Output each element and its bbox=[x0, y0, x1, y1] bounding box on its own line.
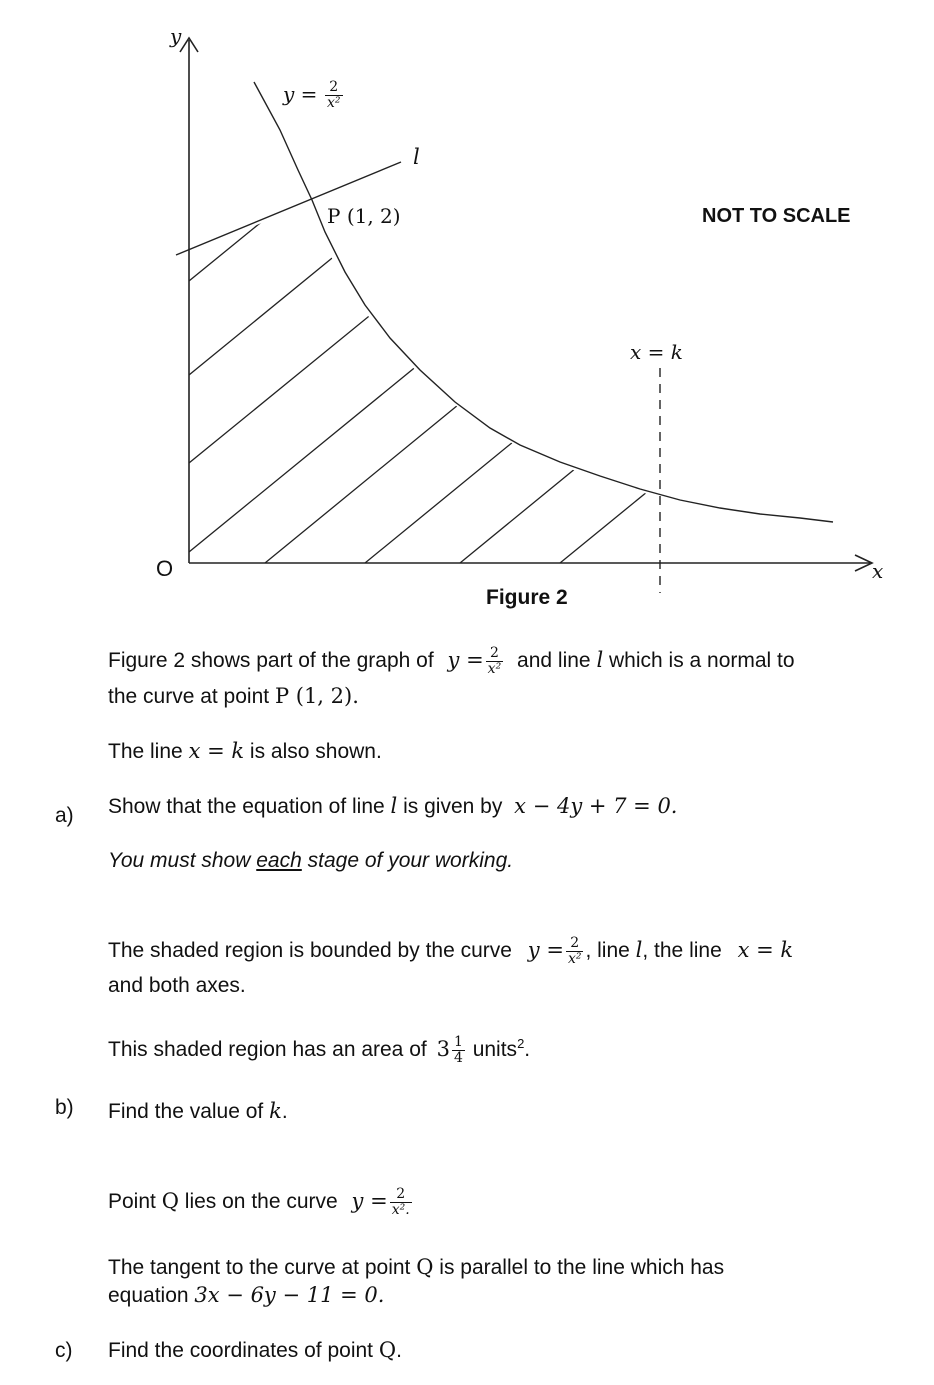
curve bbox=[254, 79, 833, 522]
part-c-marker: c) bbox=[55, 1339, 73, 1362]
intro-line-1: Figure 2 shows part of the graph of y = $\frac{2}{\text{x²}}$ and line l which is a normal to bbox=[108, 645, 795, 677]
origin-label: O bbox=[156, 556, 174, 581]
part-b-question: Find the value of k. bbox=[108, 1099, 288, 1123]
point-p-label: P (1, 2) bbox=[327, 204, 401, 228]
not-to-scale: NOT TO SCALE bbox=[702, 205, 851, 227]
tangent-line-2: equation 3x − 6y − 11 = 0. bbox=[108, 1283, 385, 1307]
part-a-question: Show that the equation of line l is given by x − 4y + 7 = 0. bbox=[108, 794, 678, 818]
graph-svg bbox=[0, 0, 934, 620]
figure-2 bbox=[0, 0, 934, 620]
y-axis-label: y bbox=[170, 24, 182, 48]
x-equals-k-label: x = k bbox=[630, 340, 683, 364]
region-line-1: The shaded region is bounded by the curve y = $\frac{2}{\text{x²}}$ , line l, the line x = k bbox=[108, 935, 794, 967]
point-q-line: Point Q lies on the curve y = $\frac{2}{\text{x².}}$ bbox=[108, 1186, 410, 1218]
intro-line-3: The line x = k is also shown. bbox=[108, 739, 382, 763]
part-b-marker: b) bbox=[55, 1096, 74, 1119]
region-line-2: and both axes. bbox=[108, 974, 246, 997]
curve-label: y = $\frac{2}{\text{x²}}$ bbox=[283, 79, 341, 111]
figure-caption: Figure 2 bbox=[486, 586, 568, 609]
tangent-line-1: The tangent to the curve at point Q is parallel to the line which has bbox=[108, 1255, 725, 1279]
region-area: This shaded region has an area of 3 $\frac{1}{4}$ units$^2$. bbox=[108, 1034, 531, 1066]
x-axis-label: x bbox=[872, 559, 884, 583]
line-l-label: l bbox=[413, 145, 420, 169]
part-a-note: You must show each stage of your working. bbox=[108, 849, 514, 872]
part-c-question: Find the coordinates of point Q. bbox=[108, 1338, 402, 1362]
intro-line-2: the curve at point P (1, 2). bbox=[108, 684, 359, 708]
part-a-marker: a) bbox=[55, 804, 74, 827]
